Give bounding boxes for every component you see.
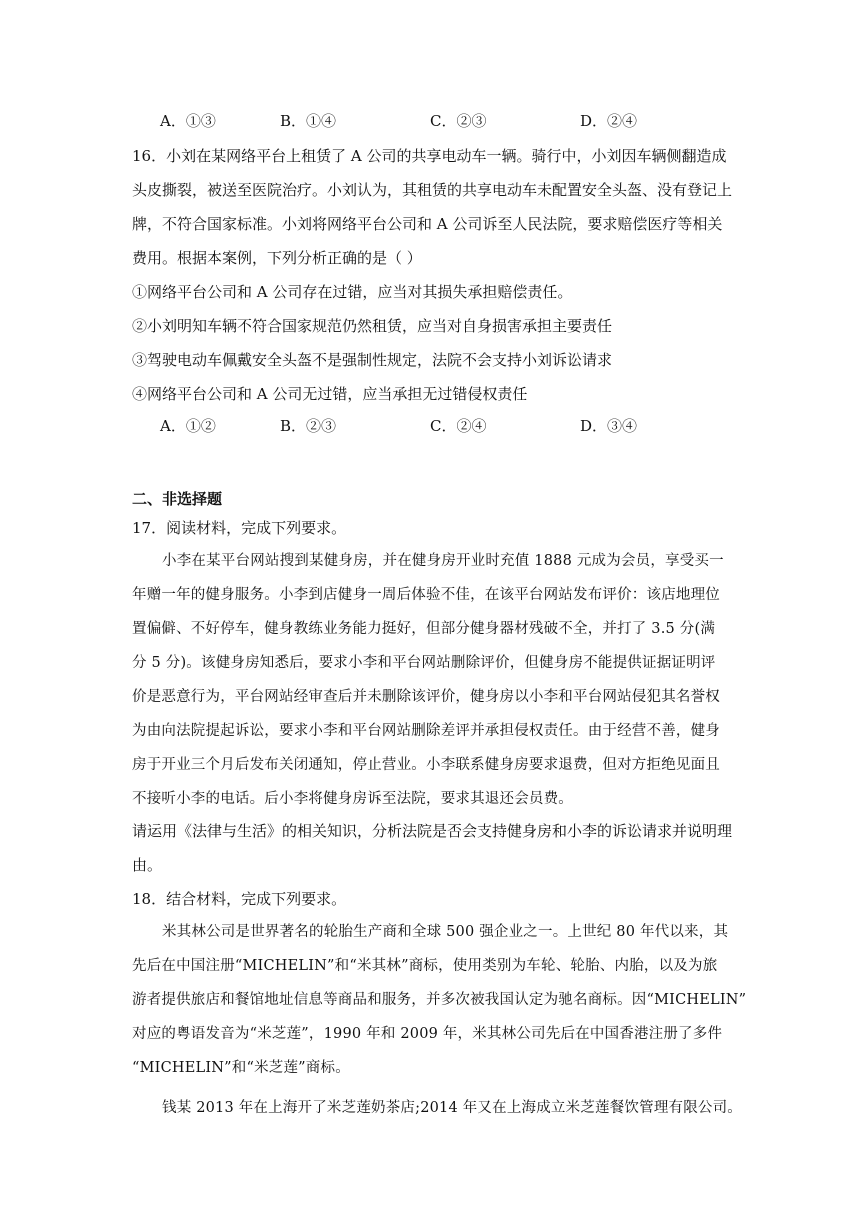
q18-material-line: 钱某 2013 年在上海开了米芝莲奶茶店;2014 年又在上海成立米芝莲餐饮管理有限公司。 <box>162 1100 743 1116</box>
q18-prompt: 18．结合材料，完成下列要求。 <box>132 890 347 908</box>
q18-material-line: 游者提供旅店和餐馆地址信息等商品和服务，并多次被我国认定为驰名商标。因“MICHELIN” <box>132 992 747 1008</box>
q15-option-c: C．②③ <box>430 112 487 130</box>
q16-statement-2: ②小刘明知车辆不符合国家规范仍然租赁，应当对自身损害承担主要责任 <box>132 317 613 335</box>
q16-option-b: B．②③ <box>280 417 337 435</box>
q18-material-line: 米其林公司是世界著名的轮胎生产商和全球 500 强企业之一。上世纪 80 年代以来，其 <box>162 924 729 940</box>
q16-stem-line: 16．小刘在某网络平台上租赁了 A 公司的共享电动车一辆。骑行中，小刘因车辆侧翻造成 <box>132 147 727 165</box>
q17-material-line: 房于开业三个月后发布关闭通知，停止营业。小李联系健身房要求退费，但对方拒绝见面且 <box>132 757 720 773</box>
q16-statement-1: ①网络平台公司和 A 公司存在过错，应当对其损失承担赔偿责任。 <box>132 283 573 301</box>
q17-material-line: 小李在某平台网站搜到某健身房，并在健身房开业时充值 1888 元成为会员，享受买一 <box>162 553 724 569</box>
q16-option-d: D．③④ <box>580 417 638 435</box>
q16-statement-4: ④网络平台公司和 A 公司无过错，应当承担无过错侵权责任 <box>132 385 528 403</box>
q18-material-line: 先后在中国注册“MICHELIN”和“米其林”商标，使用类别为车轮、轮胎、内胎，以及为旅 <box>132 958 718 974</box>
q16-option-a: A．①② <box>160 417 216 435</box>
q15-option-a: A．①③ <box>160 112 216 130</box>
q16-option-c: C．②④ <box>430 417 487 435</box>
q17-material-line: 价是恶意行为，平台网站经审查后并未删除该评价，健身房以小李和平台网站侵犯其名誉权 <box>132 689 720 705</box>
q16-statement-3: ③驾驶电动车佩戴安全头盔不是强制性规定，法院不会支持小刘诉讼请求 <box>132 351 613 369</box>
q16-stem-line: 头皮撕裂，被送至医院治疗。小刘认为，其租赁的共享电动车未配置安全头盔、没有登记上 <box>132 181 733 199</box>
q17-material-line: 为由向法院提起诉讼，要求小李和平台网站删除差评并承担侵权责任。由于经营不善，健身 <box>132 723 720 739</box>
q17-question-line: 由。 <box>132 856 163 874</box>
q17-material-line: 不接听小李的电话。后小李将健身房诉至法院，要求其退还会员费。 <box>132 791 573 807</box>
q18-material-line: “MICHELIN”和“米芝莲”商标。 <box>132 1060 350 1076</box>
q15-option-b: B．①④ <box>280 112 337 130</box>
q17-material-line: 年赠一年的健身服务。小李到店健身一周后体验不佳，在该平台网站发布评价：该店地理位 <box>132 587 720 603</box>
q15-option-d: D．②④ <box>580 112 638 130</box>
q18-material-line: 对应的粤语发音为“米芝莲”，1990 年和 2009 年，米其林公司先后在中国香港注册了多件 <box>132 1026 723 1042</box>
q17-material-line: 分 5 分)。该健身房知悉后，要求小李和平台网站删除评价，但健身房不能提供证据证明评 <box>132 655 716 671</box>
q16-stem-line: 牌，不符合国家标准。小刘将网络平台公司和 A 公司诉至人民法院，要求赔偿医疗等相关 <box>132 215 723 233</box>
q17-question-line: 请运用《法律与生活》的相关知识，分析法院是否会支持健身房和小李的诉讼请求并说明理 <box>132 822 733 840</box>
q17-material-line: 置偏僻、不好停车，健身教练业务能力挺好，但部分健身器材残破不全，并打了 3.5 分(满 <box>132 621 716 637</box>
q16-stem-line: 费用。根据本案例，下列分析正确的是（ ） <box>132 249 422 267</box>
q17-prompt: 17．阅读材料，完成下列要求。 <box>132 519 347 537</box>
section-heading: 二、非选择题 <box>132 490 223 508</box>
